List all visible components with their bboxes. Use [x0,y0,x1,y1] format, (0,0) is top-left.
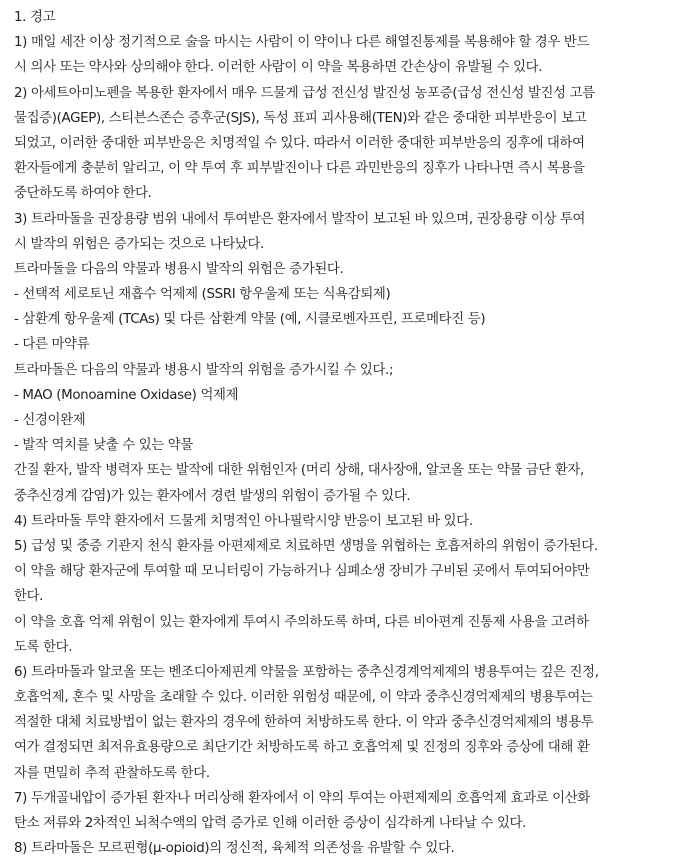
list-item: - MAO (Monoamine Oxidase) 억제제 [14,387,239,403]
list-item: - 선택적 세로토닌 재흡수 억제제 (SSRI 항우울제 또는 식욕감퇴제) [14,287,391,303]
text-line: 트라마돌을 다음의 약물과 병용시 발작의 위험은 증가된다. [14,261,344,277]
text-line: 트라마돌은 다음의 약물과 병용시 발작의 위험을 증가시킬 수 있다.; [14,362,394,378]
text-line: 8) 트라마돌은 모르핀형(μ-opioid)의 정신적, 육체적 의존성을 유발할 수 있다. [14,841,455,857]
list-item: - 다른 마약류 [14,337,90,353]
text-line: 적절한 대체 치료방법이 없는 환자의 경우에 한하여 처방하도록 한다. 이 약과 중추신경억제제의 병용투 [14,715,594,731]
text-line: 6) 트라마돌과 알코올 또는 벤조디아제핀계 약물을 포함하는 중추신경계억제제의 병용투여는 깊은 진정, [14,664,599,680]
text-line: 한다. [14,589,44,605]
text-line: 5) 급성 및 중증 기관지 천식 환자를 아편제제로 치료하면 생명을 위협하는 호흡저하의 위험이 증가된다. [14,538,598,554]
text-line: 탄소 저류와 2차적인 뇌척수액의 압력 증가로 인해 이러한 증상이 심각하게 나타날 수 있다. [14,816,527,831]
text-line: 1) 매일 세잔 이상 정기적으로 술을 마시는 사람이 이 약이나 다른 해열진통제를 복용해야 할 경우 반드 [14,35,590,51]
text-line: 중추신경계 감염)가 있는 환자에서 경련 발생의 위험이 증가될 수 있다. [14,488,411,504]
list-item: - 신경이완제 [14,413,86,428]
text-line: 호흡억제, 혼수 및 사망을 초래할 수 있다. 이러한 위험성 때문에, 이 약과 중추신경억제제의 병용투여는 [14,690,593,706]
text-line: 중단하도록 하여야 한다. [14,186,152,202]
section-heading: 1. 경고 [14,10,56,25]
text-line: 환자들에게 충분히 알리고, 이 약 투여 후 피부발진이나 다른 과민반응의 징후가 나타나면 즉시 복용을 [14,161,585,177]
text-line: 물집증)(AGEP), 스티븐스존슨 증후군(SJS), 독성 표피 괴사용해(TEN)와 같은 중대한 피부반응이 보고 [14,110,587,126]
text-line: 3) 트라마돌을 권장용량 범위 내에서 투여받은 환자에서 발작이 보고된 바 있으며, 권장용량 이상 투여 [14,211,586,227]
text-line: 2) 아세트아미노펜을 복용한 환자에서 매우 드물게 급성 전신성 발진성 농포증(급성 전신성 발진성 고름 [14,85,595,101]
text-line: 간질 환자, 발작 병력자 또는 발작에 대한 위험인자 (머리 상해, 대사장애, 알코올 또는 약물 금단 환자, [14,463,584,479]
text-line: 시 발작의 위험은 증가되는 것으로 나타났다. [14,236,264,252]
list-item: - 삼환계 항우울제 (TCAs) 및 다른 삼환계 약물 (예, 시클로벤자프린, 프로메타진 등) [14,312,486,328]
text-line: 되었고, 이러한 중대한 피부반응은 치명적일 수 있다. 따라서 이러한 중대한 피부반응의 징후에 대하여 [14,135,585,151]
text-line: 도록 한다. [14,639,73,655]
list-item: - 발작 역치를 낮출 수 있는 약물 [14,438,193,454]
text-line: 여가 결정되면 최저유효용량으로 최단기간 처방하도록 하고 호흡억제 및 진정의 징후와 증상에 대해 환 [14,740,590,756]
text-line: 시 의사 또는 약사와 상의해야 한다. 이러한 사람이 이 약을 복용하면 간손상이 유발될 수 있다. [14,60,543,76]
text-line: 이 약을 호흡 억제 위험이 있는 환자에게 투여시 주의하도록 하며, 다른 비아편계 진통제 사용을 고려하 [14,614,589,630]
text-line: 이 약을 해당 환자군에 투여할 때 모니터링이 가능하거나 심폐소생 장비가 구비된 곳에서 투여되어야만 [14,564,590,580]
text-line: 자를 면밀히 추적 관찰하도록 한다. [14,765,210,781]
text-line: 7) 두개골내압이 증가된 환자나 머리상해 환자에서 이 약의 투여는 아편제제의 호흡억제 효과로 이산화 [14,790,590,806]
text-line: 4) 트라마돌 투약 환자에서 드물게 치명적인 아나필락시양 반응이 보고된 바 있다. [14,513,473,529]
